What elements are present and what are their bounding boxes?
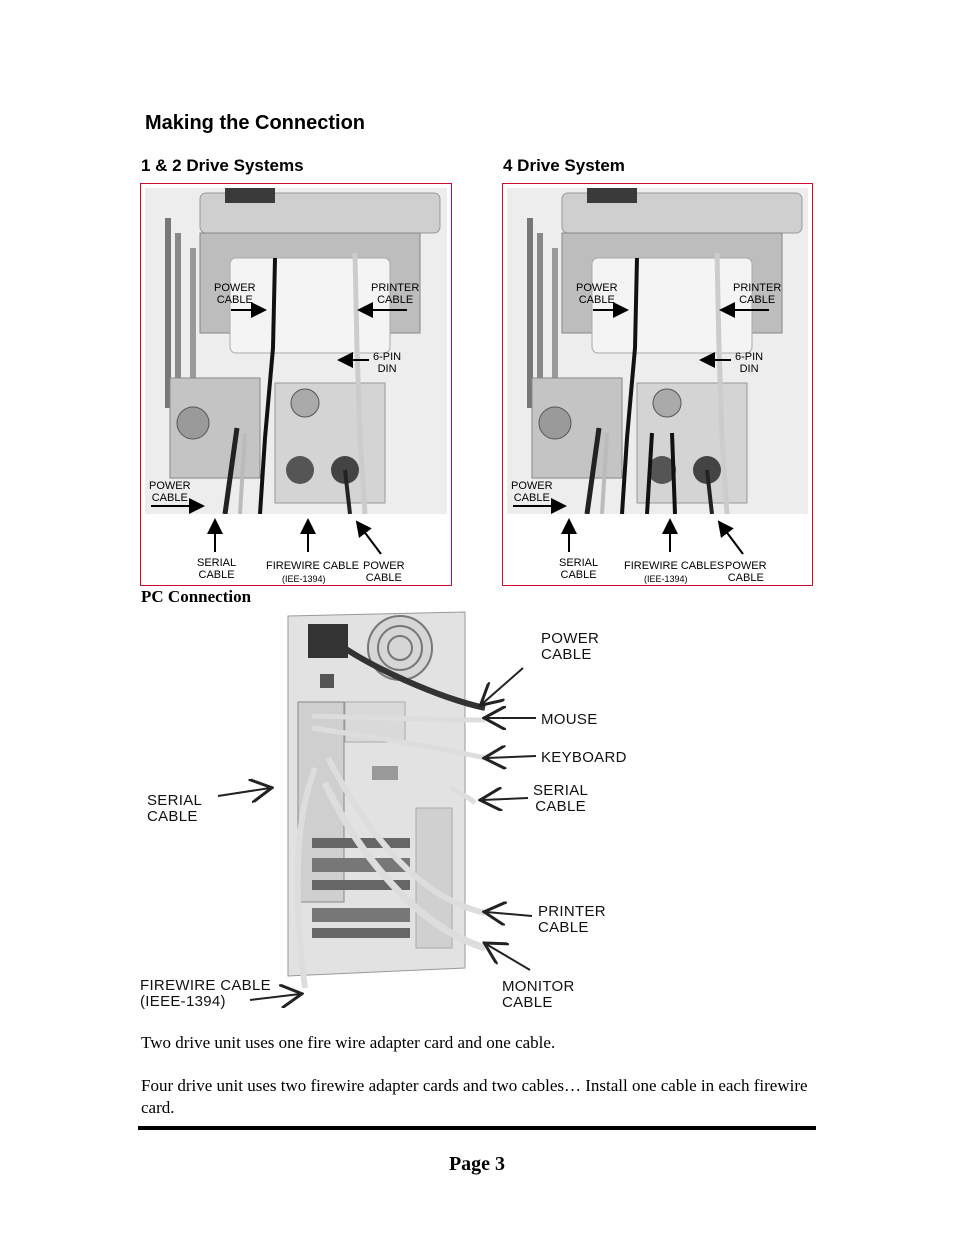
pc-monitor-cable-label: MONITOR CABLE — [502, 978, 575, 1011]
pc-firewire-cable-label: FIREWIRE CABLE (IEEE-1394) — [140, 977, 271, 1010]
right-panel-frame — [502, 183, 813, 586]
left-power-cable-label: POWER CABLE — [214, 282, 256, 306]
pc-printer-cable-label: PRINTER CABLE — [538, 903, 606, 936]
left-printer-cable-label: PRINTER CABLE — [371, 282, 420, 306]
right-power-cable-bottom-label: POWER CABLE — [725, 560, 767, 584]
left-6pin-din-label: 6-PIN DIN — [373, 351, 402, 375]
right-firewire-cables-sub: (IEE-1394) — [644, 574, 688, 584]
right-firewire-cables-label: FIREWIRE CABLES — [624, 560, 725, 572]
pc-serial-cable-right-label: SERIAL CABLE — [533, 782, 589, 815]
page-heading: Making the Connection — [145, 112, 365, 134]
pc-keyboard-label: KEYBOARD — [541, 749, 627, 766]
pc-power-cable-label: POWER CABLE — [541, 630, 600, 663]
left-panel-title: 1 & 2 Drive Systems — [141, 156, 304, 175]
paragraph-four-drive: Four drive unit uses two firewire adapter cards and two cables… Install one cable in each firewire card. — [141, 1076, 808, 1117]
right-serial-cable-label: SERIAL CABLE — [559, 557, 599, 581]
left-panel-frame — [140, 183, 452, 586]
right-printer-cable-label: PRINTER CABLE — [733, 282, 782, 306]
left-power-cable-bottom-label: POWER CABLE — [363, 560, 405, 584]
right-power-cable-side-label: POWER CABLE — [511, 480, 553, 504]
right-arrows — [503, 184, 812, 585]
left-firewire-cable-label: FIREWIRE CABLE — [266, 560, 359, 572]
pc-serial-cable-left-label: SERIAL CABLE — [147, 792, 203, 825]
left-power-cable-side-label: POWER CABLE — [149, 480, 191, 504]
paragraph-two-drive: Two drive unit uses one fire wire adapter card and one cable. — [141, 1033, 556, 1052]
left-arrows — [141, 184, 451, 585]
left-serial-cable-label: SERIAL CABLE — [197, 557, 237, 581]
footer-rule — [138, 1126, 816, 1130]
right-panel-title: 4 Drive System — [503, 156, 625, 175]
right-power-cable-label: POWER CABLE — [576, 282, 618, 306]
pc-connection-title: PC Connection — [141, 587, 252, 606]
right-6pin-din-label: 6-PIN DIN — [735, 351, 764, 375]
left-firewire-cable-sub: (IEE-1394) — [282, 574, 326, 584]
page-number: Page 3 — [448, 1153, 506, 1175]
pc-mouse-label: MOUSE — [541, 711, 598, 728]
